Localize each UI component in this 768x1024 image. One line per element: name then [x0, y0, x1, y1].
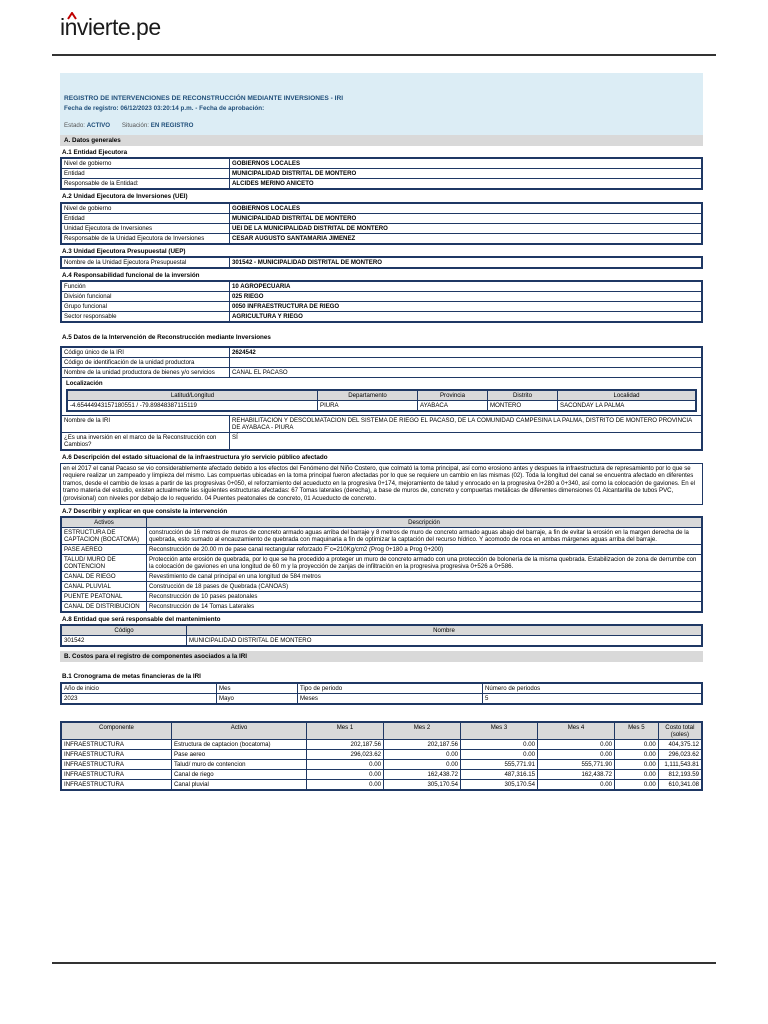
- cell-value: MUNICIPALIDAD DISTRITAL DE MONTERO: [230, 213, 703, 223]
- table-cell: 202,187.56: [307, 739, 384, 749]
- cell-value: 301542 - MUNICIPALIDAD DISTRITAL DE MONTERO: [230, 257, 703, 268]
- table-cell: 555,771.90: [538, 759, 615, 769]
- table-header-row: [61, 722, 702, 740]
- column-header: Activo: [172, 722, 307, 740]
- a3-title: A.3 Unidad Ejecutora Presupuestal (UEP): [62, 247, 186, 255]
- table-row: [61, 769, 702, 779]
- localizacion-table: [66, 389, 697, 412]
- column-header: Descripción: [147, 517, 703, 528]
- table-cell: 1,111,543.81: [658, 759, 702, 769]
- cell-value: [230, 358, 703, 368]
- table-row: [61, 179, 702, 190]
- descripcion-cell: Construcción de 18 pases de Quebrada (CANOAS): [147, 581, 703, 591]
- costs-table: [60, 721, 703, 791]
- table-row: [61, 368, 702, 378]
- cell-value: 025 RIEGO: [230, 292, 703, 302]
- cell-value: 10 AGROPECUARIA: [230, 281, 703, 292]
- table-cell: 0.00: [615, 779, 659, 790]
- table-header-row: [61, 517, 702, 528]
- table-row: [61, 223, 702, 233]
- column-header: Latitud/Longitud: [67, 390, 318, 401]
- table-cell: 0.00: [461, 749, 538, 759]
- table-row: [61, 292, 702, 302]
- table-cell: 404,375.12: [658, 739, 702, 749]
- cell-value: CESAR AUGUSTO SANTAMARIA JIMENEZ: [230, 233, 703, 244]
- table-row: [61, 169, 702, 179]
- table-cell: 0.00: [615, 749, 659, 759]
- table-cell: 2023: [61, 693, 217, 704]
- activo-cell: CANAL DE DISTRIBUCION: [61, 601, 147, 612]
- table-cell: 0.00: [538, 779, 615, 790]
- descripcion-cell: Reconstrucción de 10 pases peatonales: [147, 591, 703, 601]
- activo-cell: ESTRUCTURA DE CAPTACION (BOCATOMA): [61, 527, 147, 544]
- column-header: Código: [61, 625, 187, 636]
- table-row: [61, 779, 702, 790]
- table-cell: Meses: [298, 693, 483, 704]
- table-cell: INFRAESTRUCTURA: [61, 759, 172, 769]
- table-header-row: [61, 683, 702, 694]
- table-row: [61, 312, 702, 323]
- table-header-row: [67, 390, 696, 401]
- a2-table: [60, 202, 703, 245]
- table-row: [61, 358, 702, 368]
- table-cell: 0.00: [538, 749, 615, 759]
- column-header: Componente: [61, 722, 172, 740]
- table-row: [67, 401, 696, 412]
- logo-text: invierte.pe: [60, 14, 161, 40]
- cell-key: Nivel de gobierno: [61, 203, 230, 214]
- table-cell: 296,023.62: [658, 749, 702, 759]
- descripcion-cell: Protección ante erosión de quebrada, por lo que se ha procedido a proteger un muro de concreto armado con una protección de bolonería de la misma quebrada. Estabilizacion de zona de derrumbe con la colocación de gaviones en una longitud de 60 m y la proyección de zanjas de infiltración en la progresiva progresiva 0+526 a 0+586.: [147, 554, 703, 571]
- table-row: [61, 416, 702, 433]
- cell-value: GOBIERNOS LOCALES: [230, 203, 703, 214]
- activo-cell: CANAL DE RIEGO: [61, 571, 147, 581]
- cell-key: Entidad: [61, 169, 230, 179]
- cell-key: Nombre de la Unidad Ejecutora Presupuestal: [61, 257, 230, 268]
- status-line: [64, 122, 699, 129]
- table-cell: 162,438.72: [384, 769, 461, 779]
- a4-title: A.4 Responsabilidad funcional de la inversión: [62, 271, 200, 279]
- table-row: [61, 347, 702, 358]
- cell-key: División funcional: [61, 292, 230, 302]
- table-cell: 0.00: [384, 759, 461, 769]
- table-row: [61, 554, 702, 571]
- cell-key: Nivel de gobierno: [61, 158, 230, 169]
- table-row: [61, 433, 702, 451]
- table-cell: 555,771.91: [461, 759, 538, 769]
- table-cell: 0.00: [538, 739, 615, 749]
- cell-value: GOBIERNOS LOCALES: [230, 158, 703, 169]
- cell-key: Unidad Ejecutora de Inversiones: [61, 223, 230, 233]
- descripcion-cell: construcción de 16 metros de muros de concreto armado aguas arriba del barraje y 8 metros de muro de concreto armado aguas abajo del barraje, a fin de evitar la erosión en la margen derecha de la quebrada, esto sumado al encauzamiento de quebrada con maquinaria a fin de optimizar la captación del recurso hídrico. Y acomodo de roca en ambas márgenes aguas arriba del barraje.: [147, 527, 703, 544]
- column-header: Mes 3: [461, 722, 538, 740]
- table-cell: 0.00: [615, 739, 659, 749]
- table-cell: Estructura de captacion (bocatoma): [172, 739, 307, 749]
- a4-table: [60, 280, 703, 323]
- cell-value: SÍ: [230, 433, 703, 451]
- table-cell: 0.00: [307, 779, 384, 790]
- report-title: REGISTRO DE INTERVENCIONES DE RECONSTRUCCIÓN MEDIANTE INVERSIONES - IRI: [64, 95, 344, 102]
- column-header: Distrito: [488, 390, 558, 401]
- a6-description: en el 2017 el canal Pacaso se vio considerablemente afectado debido a los efectos del Fenómeno del Niño Costero, que colmató la toma principal, así como erosiono antes y despues la infraestructura de represamiento por lo que se requiere realizar un zampeado y limpieza del mismo. Las compuertas ubicadas en la toma principal fueron afectadas por lo que se requiere un cambio en las mismas (02). Toda la longitud del canal se encuentra afectado en diferentes tramos, desde el cambio de losas a partir de las progresivas 0+050, el reforzamiento del acueducto en la progresiva 0+174, mejoramiento de talud y enrocado en la progresiva 0+280 a 0+340, así como la colocación de gaviones. En el tramo materia del estudio, existen actualmente las siguientes estructuras afectadas: 67 Tomas laterales (derecha), a base de muros de, concreto y compuertas metálicas de diferentes dimensiones 01 Alcantarilla de tubos PVC, (provisional) con niveles por debajo de lo requerido. 04 Puentes peatonales de concreto, 01 Acueducto de concreto.: [60, 463, 703, 505]
- column-header: Mes 5: [615, 722, 659, 740]
- table-row: [61, 749, 702, 759]
- column-header: Costo total (soles): [658, 722, 702, 740]
- table-row: [61, 281, 702, 292]
- column-header: Localidad: [558, 390, 697, 401]
- cell-key: Código de identificación de la unidad productora: [61, 358, 230, 368]
- cell-key: Sector responsable: [61, 312, 230, 323]
- cell-value: ALCIDES MERINO ANICETO: [230, 179, 703, 190]
- cell-key: ¿Es una inversión en el marco de la Reconstrucción con Cambios?: [61, 433, 230, 451]
- table-cell: 610,341.08: [658, 779, 702, 790]
- table-cell: INFRAESTRUCTURA: [61, 739, 172, 749]
- cell-value: 0050 INFRAESTRUCTURA DE RIEGO: [230, 302, 703, 312]
- localizacion-cell: [61, 378, 702, 416]
- table-row: [61, 213, 702, 223]
- situacion-value: EN REGISTRO: [150, 121, 194, 129]
- table-cell: 0.00: [307, 769, 384, 779]
- table-row: [61, 257, 702, 268]
- a8-title: A.8 Entidad que será responsable del mantenimiento: [62, 615, 221, 623]
- table-cell: 0.00: [615, 769, 659, 779]
- table-row: [61, 693, 702, 704]
- column-header: Tipo de periodo: [298, 683, 483, 694]
- cell-value: CANAL EL PACASO: [230, 368, 703, 378]
- section-a-title: A. Datos generales: [60, 135, 703, 146]
- table-cell: Canal pluvial: [172, 779, 307, 790]
- column-header: Mes 1: [307, 722, 384, 740]
- table-cell: INFRAESTRUCTURA: [61, 779, 172, 790]
- table-cell: Pase aereo: [172, 749, 307, 759]
- top-divider: [52, 54, 716, 56]
- column-header: Año de inicio: [61, 683, 217, 694]
- table-header-row: [61, 625, 702, 636]
- table-cell: 487,316.15: [461, 769, 538, 779]
- table-row: [61, 601, 702, 612]
- estado-label: Estado:: [64, 121, 85, 129]
- table-cell: 5: [483, 693, 703, 704]
- table-row: [61, 571, 702, 581]
- logo-chevron-icon: [67, 12, 77, 20]
- activo-cell: CANAL PLUVIAL: [61, 581, 147, 591]
- table-cell: AYABACA: [418, 401, 488, 412]
- cell-key: Nombre de la IRI: [61, 416, 230, 433]
- table-cell: MUNICIPALIDAD DISTRITAL DE MONTERO: [187, 636, 703, 647]
- cell-key: Responsable de la Unidad Ejecutora de Inversiones: [61, 233, 230, 244]
- table-row: [61, 158, 702, 169]
- table-row: [61, 527, 702, 544]
- column-header: Nombre: [187, 625, 703, 636]
- descripcion-cell: Reconstrucción de 14 Tomas Laterales: [147, 601, 703, 612]
- cell-value: 2624542: [230, 347, 703, 358]
- cell-key: Función: [61, 281, 230, 292]
- table-cell: 296,023.62: [307, 749, 384, 759]
- column-header: Mes: [217, 683, 298, 694]
- table-cell: PIURA: [318, 401, 418, 412]
- a7-title: A.7 Describir y explicar en que consiste la intervención: [62, 507, 228, 515]
- table-cell: 0.00: [461, 739, 538, 749]
- invierte-logo: [60, 14, 161, 41]
- a2-title: A.2 Unidad Ejecutora de Inversiones (UEI): [62, 193, 188, 201]
- a6-title: A.6 Descripción del estado situacional de la infraestructura y/o servicio público afectado: [62, 454, 328, 462]
- table-row: [61, 544, 702, 554]
- table-cell: 162,438.72: [538, 769, 615, 779]
- table-cell: 202,187.56: [384, 739, 461, 749]
- table-cell: 0.00: [307, 759, 384, 769]
- estado-value: ACTIVO: [86, 121, 111, 129]
- table-cell: Talud/ muro de contencion: [172, 759, 307, 769]
- column-header: Mes 4: [538, 722, 615, 740]
- table-row: [61, 378, 702, 416]
- b1-title: B.1 Cronograma de metas financieras de la IRI: [62, 673, 201, 681]
- cell-key: Código único de la IRI: [61, 347, 230, 358]
- column-header: Provincia: [418, 390, 488, 401]
- table-row: [61, 581, 702, 591]
- column-header: Activos: [61, 517, 147, 528]
- a3-table: [60, 256, 703, 269]
- bottom-divider: [52, 962, 716, 964]
- table-cell: MONTERO: [488, 401, 558, 412]
- a7-table: [60, 516, 703, 613]
- cell-key: Nombre de la unidad productora de bienes y/o servicios: [61, 368, 230, 378]
- column-header: Mes 2: [384, 722, 461, 740]
- table-cell: 0.00: [384, 749, 461, 759]
- descripcion-cell: Revestimiento de canal principal en una longitud de 584 metros: [147, 571, 703, 581]
- a5-table: [60, 346, 703, 451]
- table-cell: 301542: [61, 636, 187, 647]
- section-b-title: B. Costos para el registro de componentes asociados a la IRI: [60, 651, 703, 662]
- table-cell: Canal de riego: [172, 769, 307, 779]
- cell-value: AGRICULTURA Y RIEGO: [230, 312, 703, 323]
- table-cell: Mayo: [217, 693, 298, 704]
- table-cell: INFRAESTRUCTURA: [61, 769, 172, 779]
- table-cell: SACONDAY LA PALMA: [558, 401, 697, 412]
- table-cell: 0.00: [615, 759, 659, 769]
- activo-cell: TALUD/ MURO DE CONTENCION: [61, 554, 147, 571]
- b1-table: [60, 682, 703, 705]
- localizacion-title: Localización: [66, 380, 103, 388]
- a8-table: [60, 624, 703, 647]
- table-row: [61, 233, 702, 244]
- table-row: [61, 739, 702, 749]
- table-cell: -4.65444943157180551 / -79.89848387115119: [67, 401, 318, 412]
- table-cell: 812,193.59: [658, 769, 702, 779]
- cell-key: Entidad: [61, 213, 230, 223]
- activo-cell: PUENTE PEATONAL: [61, 591, 147, 601]
- table-row: [61, 591, 702, 601]
- table-row: [61, 203, 702, 214]
- column-header: Número de periodos: [483, 683, 703, 694]
- table-cell: 305,170.54: [384, 779, 461, 790]
- cell-value: UEI DE LA MUNICIPALIDAD DISTRITAL DE MONTERO: [230, 223, 703, 233]
- a5-title: A.5 Datos de la Intervención de Reconstrucción mediante Inversiones: [62, 334, 271, 342]
- document-page: [60, 73, 703, 791]
- a1-title: A.1 Entidad Ejecutora: [62, 149, 128, 157]
- report-date: Fecha de registro: 06/12/2023 03:20:14 p.m. - Fecha de aprobación:: [64, 104, 265, 112]
- table-cell: INFRAESTRUCTURA: [61, 749, 172, 759]
- table-row: [61, 636, 702, 647]
- descripcion-cell: Reconstrucción de 20.00 m de pase canal rectangular reforzado F´c=210Kg/cm2 (Prog 0+180 a Prog 0+200): [147, 544, 703, 554]
- situacion-label: Situación:: [121, 121, 150, 129]
- table-cell: 305,170.54: [461, 779, 538, 790]
- table-row: [61, 302, 702, 312]
- table-row: [61, 759, 702, 769]
- report-header: [60, 73, 703, 135]
- cell-value: REHABILITACION Y DESCOLMATACION DEL SISTEMA DE RIEGO EL PACASO, DE LA COMUNIDAD CAMPESINA LA PALMA, DISTRITO DE MONTERO PROVINCIA DE AYABACA - PIURA: [230, 416, 703, 433]
- activo-cell: PASE AEREO: [61, 544, 147, 554]
- cell-key: Responsable de la Entidad:: [61, 179, 230, 190]
- column-header: Departamento: [318, 390, 418, 401]
- cell-value: MUNICIPALIDAD DISTRITAL DE MONTERO: [230, 169, 703, 179]
- a1-table: [60, 157, 703, 190]
- cell-key: Grupo funcional: [61, 302, 230, 312]
